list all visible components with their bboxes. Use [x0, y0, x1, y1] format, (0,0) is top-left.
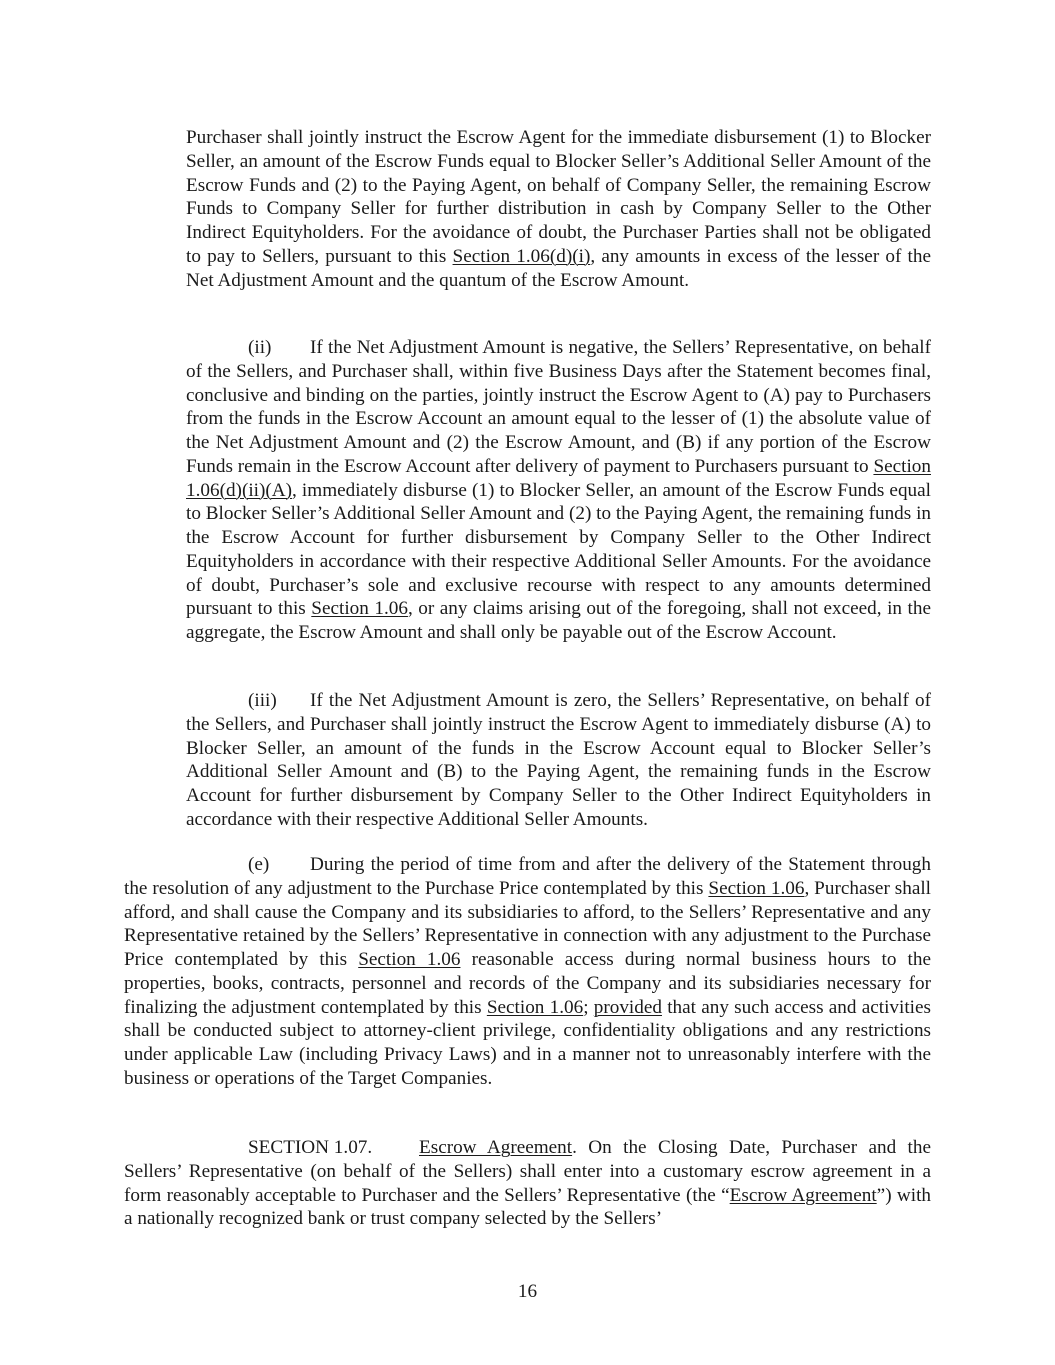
cross-reference-link[interactable]: Section 1.06(d)(i): [452, 245, 591, 267]
section-number: SECTION 1.07.: [248, 1137, 373, 1158]
paragraph-text: If the Net Adjustment Amount is negative, the Sellers’ Representative, on behalf of the Sellers, and Purchaser shall, within five Business Days after the Statement becomes final, conclusive and binding on the parties, jointly instruct the Escrow Agent to (A) pay to Purchasers from the funds in the Escrow Account an amount equal to the lesser of (1) the absolute value of the Net Adjustment Amount and (2) the Escrow Amount, and (B) if any portion of the Escrow Funds remain in the Escrow Account after delivery of payment to Purchasers pursuant to: [186, 337, 931, 477]
clause-label: (ii): [248, 337, 272, 358]
provided-term: provided: [593, 996, 662, 1018]
paragraph-text: ”) with a nationally recognized bank or trust company selected by the Sellers’: [124, 1184, 931, 1230]
paragraph-e: [124, 853, 931, 1091]
section-1-07: [124, 1136, 931, 1231]
defined-term: Escrow Agreement: [729, 1184, 877, 1206]
section-heading: Escrow Agreement: [419, 1137, 573, 1158]
cross-reference-link[interactable]: Section 1.06: [708, 877, 805, 899]
paragraph-text: that any such access and activities shall be conducted subject to attorney-client privilege, confidentiality obligations and any restrictions under applicable Law (including Privacy Laws) and in a manner not to unreasonably interfere with the business or operations of the Target Companies.: [124, 996, 931, 1089]
paragraph-text: If the Net Adjustment Amount is zero, the Sellers’ Representative, on behalf of the Sellers, and Purchaser shall jointly instruct the Escrow Agent to immediately disburse (A) to Blocker Seller, an amount of the funds in the Escrow Account equal to Blocker Seller’s Additional Seller Amount and (B) to the Paying Agent, the remaining funds in the Escrow Account for further disbursement by Company Seller to the Other Indirect Equityholders in accordance with their respective Additional Seller Amounts.: [186, 690, 931, 830]
paragraph-text: , or any claims arising out of the foregoing, shall not exceed, in the aggregate, the Escrow Amount and shall only be payable out of the Escrow Account.: [186, 598, 931, 643]
paragraph-text: , any amounts in excess of the lesser of the Net Adjustment Amount and the quantum of the Escrow Amount.: [186, 245, 931, 291]
paragraph-text: reasonable access during normal business hours to the properties, books, contracts, personnel and records of the Company and its subsidiaries necessary for finalizing the adjustment contemplated by this: [124, 949, 931, 1018]
paragraph-d-ii: [186, 336, 931, 645]
clause-label: (e): [248, 854, 270, 875]
paragraph-text: ;: [583, 996, 594, 1018]
clause-label: (iii): [248, 690, 277, 711]
cross-reference-link[interactable]: Section 1.06: [311, 598, 408, 620]
paragraph-text: . On the Closing Date, Purchaser and the Sellers’ Representative (on behalf of the Sellers) shall enter into a customary escrow agreement in a form reasonably acceptable to Purchaser and the Sellers’ Representative (the “: [124, 1137, 931, 1206]
cross-reference-link[interactable]: Section 1.06: [486, 996, 584, 1018]
paragraph-text: During the period of time from and after the delivery of the Statement through the resolution of any adjustment to the Purchase Price contemplated by this: [124, 854, 931, 899]
cross-reference-link[interactable]: Section 1.06: [358, 949, 461, 970]
paragraph-d-i-continuation: [186, 126, 931, 292]
paragraph-text: Purchaser shall jointly instruct the Escrow Agent for the immediate disbursement (1) to Blocker Seller, an amount of the Escrow Funds equal to Blocker Seller’s Additional Seller Amount of the Escrow Funds and (2) to the Paying Agent, on behalf of Company Seller, the remaining Escrow Funds to Company Seller for further distribution in cash by Company Seller to the Other Indirect Equityholders. For the avoidance of doubt, the Purchaser Parties shall not be obligated to pay to Sellers, pursuant to this: [186, 127, 931, 267]
paragraph-d-iii: [186, 689, 931, 832]
cross-reference-link[interactable]: Section 1.06(d)(ii)(A): [186, 455, 931, 501]
paragraph-text: , immediately disburse (1) to Blocker Seller, an amount of the Escrow Funds equal to Blocker Seller’s Additional Seller Amount and (2) to the Paying Agent, the remaining funds in the Escrow Account for further disbursement by Company Seller to the Other Indirect Equityholders in accordance with their respective Additional Seller Amounts. For the avoidance of doubt, Purchaser’s sole and exclusive recourse with respect to any amounts determined pursuant to this: [186, 479, 931, 620]
paragraph-text: , Purchaser shall afford, and shall cause the Company and its subsidiaries to afford, to the Sellers’ Representative and any Representative retained by the Sellers’ Representative in connection with any adjustment to the Purchase Price contemplated by this: [124, 877, 931, 970]
page-number: 16: [517, 1281, 538, 1302]
